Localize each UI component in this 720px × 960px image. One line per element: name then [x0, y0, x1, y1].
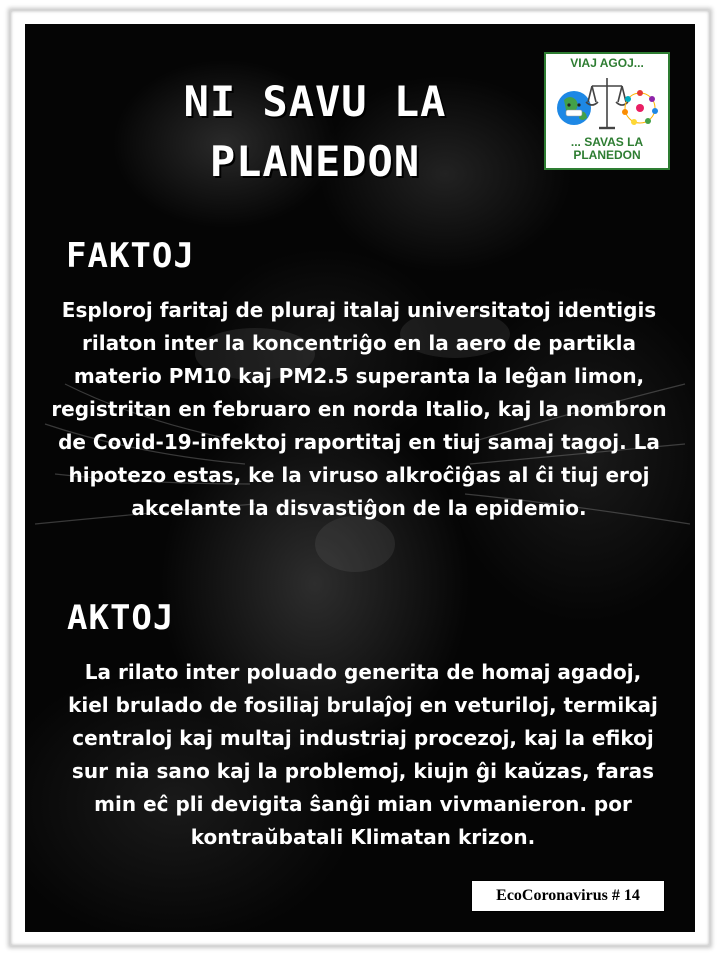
series-badge: EcoCoronavirus # 14	[471, 880, 665, 912]
logo-bottom-line-2: PLANEDON	[573, 148, 641, 162]
earth-icon	[557, 91, 591, 125]
logo-top-text: VIAJ AGOJ...	[570, 56, 644, 70]
poster-title	[125, 72, 505, 192]
faktoj-heading: FAKTOJ	[66, 236, 195, 276]
logo-bottom-line-1: ... SAVAS LA	[570, 135, 644, 149]
title-line-1: NI SAVU LA	[183, 77, 447, 126]
faktoj-paragraph: Esploroj faritaj de pluraj italaj universitatoj identigis rilaton inter la koncentriĝo en la aero de partikla materio PM10 kaj PM2.5 superanta la leĝan limon, registritan en februaro en norda Italio, kaj la nombron de Covid-19-infektoj raportitaj en tiuj samaj tagoj. La hipotezo estas, ke la viruso alkroĉiĝas al ĉi tiuj eroj akcelante la disvastiĝon de la epidemio.	[51, 298, 667, 520]
poster-panel	[25, 24, 695, 932]
campaign-logo	[544, 52, 670, 170]
people-circle-icon	[622, 90, 658, 125]
aktoj-paragraph: La rilato inter poluado generita de homaj agadoj, kiel brulado de fosiliaj brulaĵoj en veturiloj, termikaj centraloj kaj multaj industriaj procezoj, kaj la efikoj sur nia sano kaj la problemoj, kiujn ĝi kaŭzas, faras min eĉ pli devigita ŝanĝi mian vivmanieron. por kontraŭbatali Klimatan krizon.	[68, 660, 658, 849]
aktoj-heading: AKTOJ	[67, 598, 175, 638]
title-line-2: PLANEDON	[209, 137, 421, 186]
scales-icon	[586, 78, 628, 128]
logo-bottom-text	[546, 136, 668, 162]
logo-artwork	[554, 72, 660, 134]
